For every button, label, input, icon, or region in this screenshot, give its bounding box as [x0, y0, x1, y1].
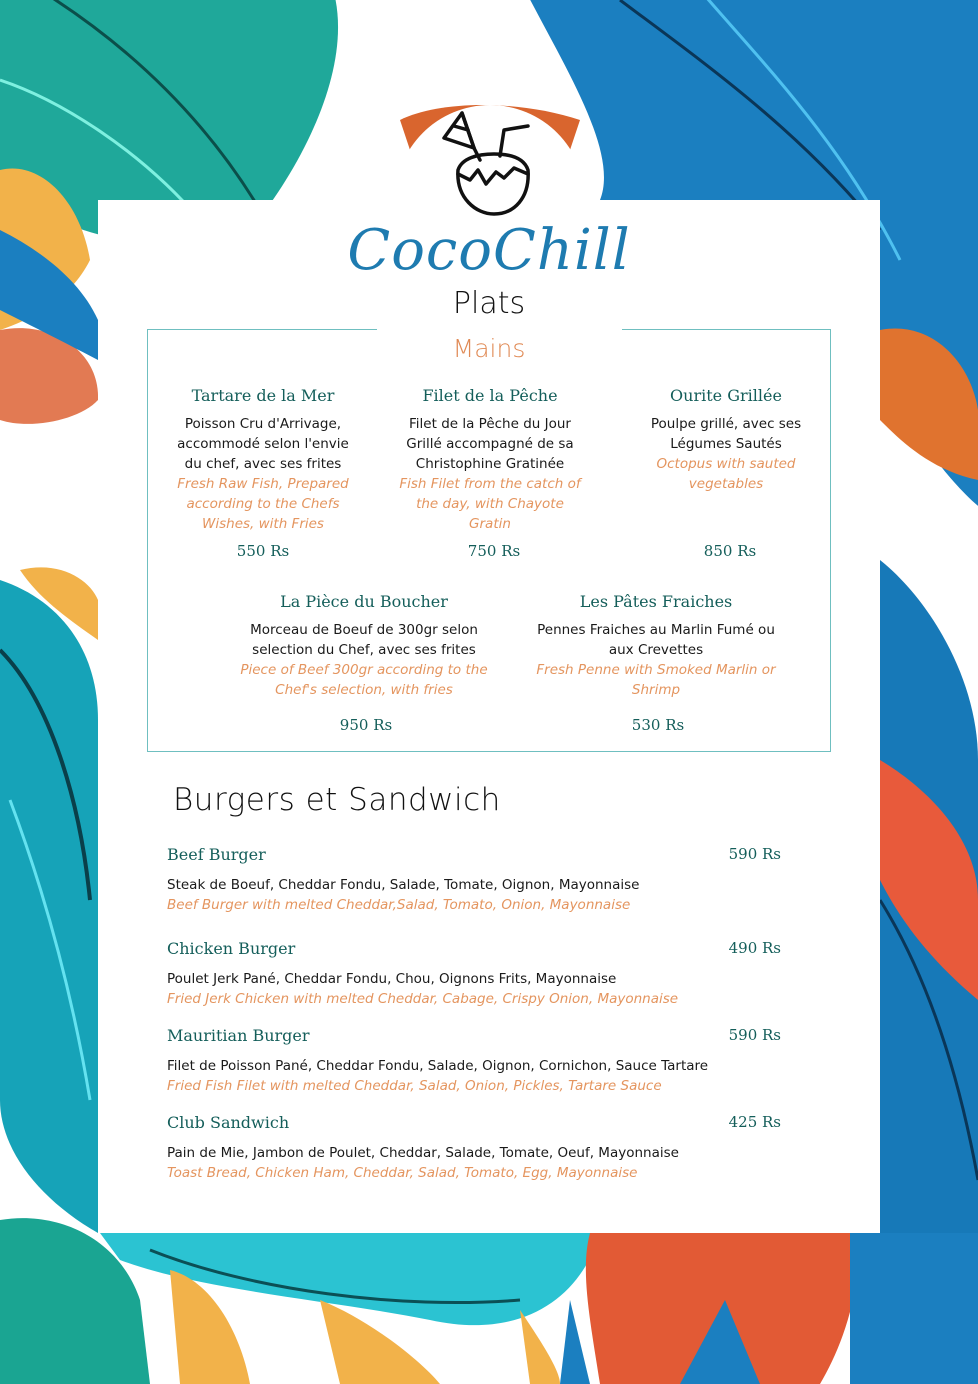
page-title: Plats [452, 286, 526, 321]
menu-item [394, 386, 586, 534]
dish-name: Filet de la Pêche [422, 386, 558, 405]
dish-description-en: Octopus with sauted vegetables [656, 456, 796, 492]
item-name: Beef Burger [167, 845, 266, 864]
item-description-fr: Steak de Boeuf, Cheddar Fondu, Salade, Tomate, Oignon, Mayonnaise [167, 877, 640, 893]
dish-price: 750 Rs [467, 542, 521, 560]
dish-description-fr: Poisson Cru d'Arrivage, accommodé selon l'envie du chef, avec ses frites [177, 416, 349, 472]
item-name: Club Sandwich [167, 1113, 290, 1132]
dish-description-en: Fresh Penne with Smoked Marlin or Shrimp [536, 662, 776, 698]
dish-description-fr: Poulpe grillé, avec ses Légumes Sautés [650, 416, 802, 452]
item-description-en: Toast Bread, Chicken Ham, Cheddar, Salad, Tomato, Egg, Mayonnaise [167, 1165, 638, 1181]
mains-section-label: Mains [452, 334, 526, 363]
item-description-en: Fried Jerk Chicken with melted Cheddar, Cabage, Crispy Onion, Mayonnaise [167, 991, 679, 1007]
item-description-en: Fried Fish Filet with melted Cheddar, Salad, Onion, Pickles, Tartare Sauce [167, 1078, 662, 1094]
dish-description-fr: Pennes Fraiches au Marlin Fumé ou aux Crevettes [537, 622, 775, 658]
dish-description-en: Piece of Beef 300gr according to the Chef's selection, with fries [240, 662, 488, 698]
item-price: 425 Rs [728, 1113, 781, 1131]
menu-item [167, 939, 787, 1009]
dish-name: Ourite Grillée [670, 386, 782, 405]
item-description-fr: Filet de Poisson Pané, Cheddar Fondu, Salade, Oignon, Cornichon, Sauce Tartare [167, 1058, 709, 1074]
dish-name: La Pièce du Boucher [280, 592, 448, 611]
mains-box-top-border-left [147, 329, 377, 330]
menu-item [168, 386, 358, 534]
brand-name: CocoChill [347, 218, 631, 283]
burgers-section-title: Burgers et Sandwich [173, 782, 501, 818]
item-description-fr: Pain de Mie, Jambon de Poulet, Cheddar, Salade, Tomate, Oeuf, Mayonnaise [167, 1145, 679, 1161]
item-description-fr: Poulet Jerk Pané, Cheddar Fondu, Chou, Oignons Frits, Mayonnaise [167, 971, 617, 987]
menu-item [236, 592, 492, 700]
mains-box-top-border-right [622, 329, 831, 330]
dish-description-fr: Morceau de Boeuf de 300gr selon selection du Chef, avec ses frites [250, 622, 478, 658]
dish-name: Tartare de la Mer [191, 386, 335, 405]
dish-name: Les Pâtes Fraiches [579, 592, 733, 611]
menu-item [167, 1113, 787, 1183]
dish-price: 950 Rs [339, 716, 393, 734]
menu-item [167, 1026, 787, 1096]
item-price: 590 Rs [728, 845, 781, 863]
item-name: Mauritian Burger [167, 1026, 310, 1045]
menu-item [536, 592, 776, 700]
dish-description-fr: Filet de la Pêche du Jour Grillé accompagné de sa Christophine Gratinée [406, 416, 574, 472]
dish-price: 850 Rs [703, 542, 757, 560]
item-price: 590 Rs [728, 1026, 781, 1044]
dish-description-en: Fresh Raw Fish, Prepared according to the Chefs Wishes, with Fries [177, 476, 349, 532]
item-description-en: Beef Burger with melted Cheddar,Salad, Tomato, Onion, Mayonnaise [167, 897, 631, 913]
dish-price: 530 Rs [631, 716, 685, 734]
dish-description-en: Fish Filet from the catch of the day, with Chayote Gratin [399, 476, 581, 532]
item-name: Chicken Burger [167, 939, 296, 958]
menu-item [167, 845, 787, 915]
coconut-drink-with-umbrella-icon [440, 108, 540, 218]
menu-item [640, 386, 812, 494]
dish-price: 550 Rs [236, 542, 290, 560]
item-price: 490 Rs [728, 939, 781, 957]
